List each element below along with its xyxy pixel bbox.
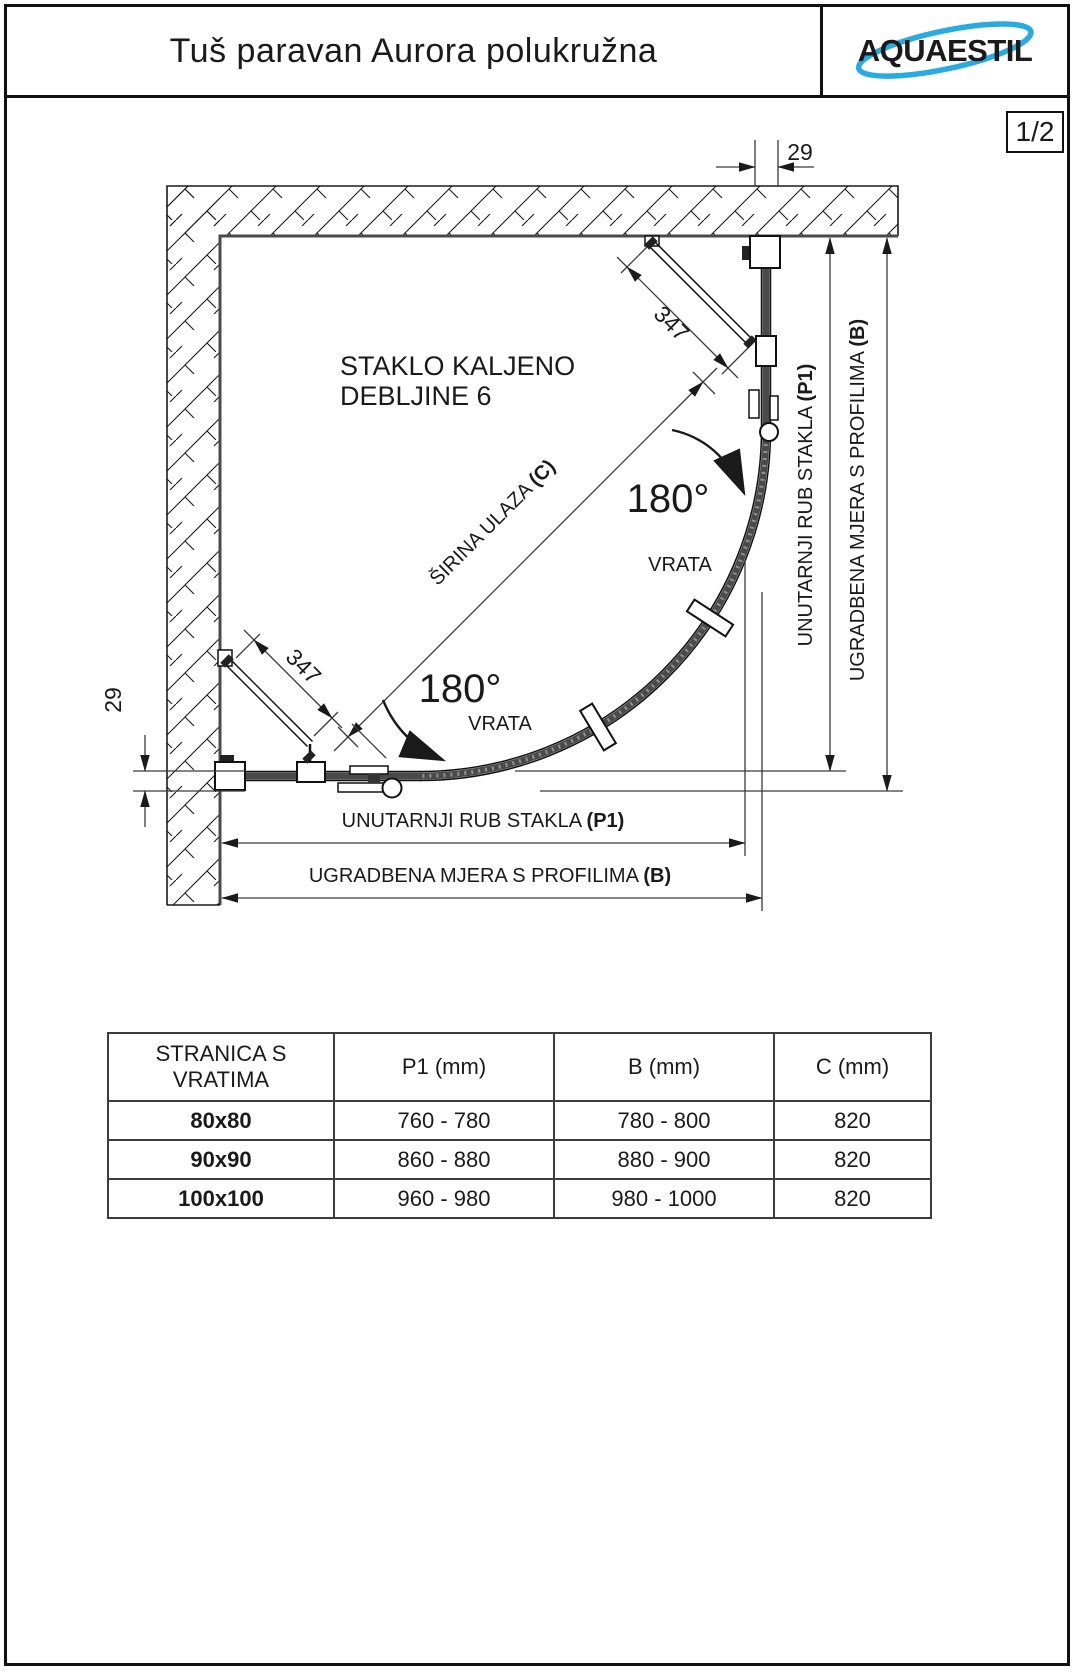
- inner-edge-label-vertical: UNUTARNJI RUB STAKLA (P1): [795, 363, 817, 647]
- cell-size: 90x90: [108, 1140, 334, 1179]
- wall-offset-top: 29: [787, 139, 813, 165]
- cell-c: 820: [774, 1140, 931, 1179]
- glass-connector-top: [756, 336, 776, 366]
- glass-note-line1: STAKLO KALJENO: [340, 351, 576, 381]
- cell-b: 980 - 1000: [554, 1179, 774, 1218]
- cell-p1: 760 - 780: [334, 1101, 554, 1140]
- door-handle-upper: [687, 600, 733, 637]
- cell-b: 880 - 900: [554, 1140, 774, 1179]
- page-indicator: 1/2: [1006, 111, 1064, 153]
- cell-b: 780 - 800: [554, 1101, 774, 1140]
- wall-profile-top: [750, 236, 780, 268]
- installation-label-horizontal: UGRADBENA MJERA S PROFILIMA (B): [308, 865, 672, 887]
- cell-size: 100x100: [108, 1179, 334, 1218]
- size-table-header-row: [108, 1033, 931, 1101]
- door-label-bottom: VRATA: [468, 713, 532, 735]
- col-header-c: C (mm): [774, 1033, 931, 1101]
- col-header-p1: P1 (mm): [334, 1033, 554, 1101]
- col-header-size: STRANICA S VRATIMA: [108, 1033, 334, 1101]
- door-label-top: VRATA: [648, 554, 712, 576]
- door-roller-top: [760, 423, 778, 441]
- entry-width-label: ŠIRINA ULAZA (C): [425, 455, 560, 590]
- col-header-b: B (mm): [554, 1033, 774, 1101]
- cell-p1: 860 - 880: [334, 1140, 554, 1179]
- size-table: [107, 1032, 932, 1219]
- panel-dim-bottom: 347: [280, 643, 327, 690]
- wall-offset-left: 29: [100, 687, 126, 713]
- cell-size: 80x80: [108, 1101, 334, 1140]
- cell-c: 820: [774, 1179, 931, 1218]
- table-row: [108, 1101, 931, 1140]
- panel-dim-top: 347: [648, 300, 695, 347]
- door-roller-bottom: [383, 779, 402, 798]
- table-row: [108, 1140, 931, 1179]
- wall-hatching: [167, 186, 898, 905]
- glass-note-line2: DEBLJINE 6: [340, 381, 492, 411]
- cell-c: 820: [774, 1101, 931, 1140]
- page-title: Tuš paravan Aurora polukružna: [169, 31, 658, 70]
- wall-profile-left: [215, 762, 245, 790]
- pivot-panel-top-right: [644, 236, 756, 349]
- glass-connector-bottom: [297, 762, 325, 782]
- installation-label-vertical: UGRADBENA MJERA S PROFILIMA (B): [847, 318, 869, 682]
- brand-logo-text: AQUAESTIL: [857, 33, 1033, 68]
- inner-edge-label-horizontal: UNUTARNJI RUB STAKLA (P1): [341, 810, 625, 832]
- swing-angle-top: 180°: [626, 477, 710, 521]
- door-handle-lower: [580, 704, 616, 751]
- swing-angle-bottom: 180°: [418, 667, 502, 711]
- cell-p1: 960 - 980: [334, 1179, 554, 1218]
- dimension-lines: [133, 140, 903, 911]
- table-row: [108, 1179, 931, 1218]
